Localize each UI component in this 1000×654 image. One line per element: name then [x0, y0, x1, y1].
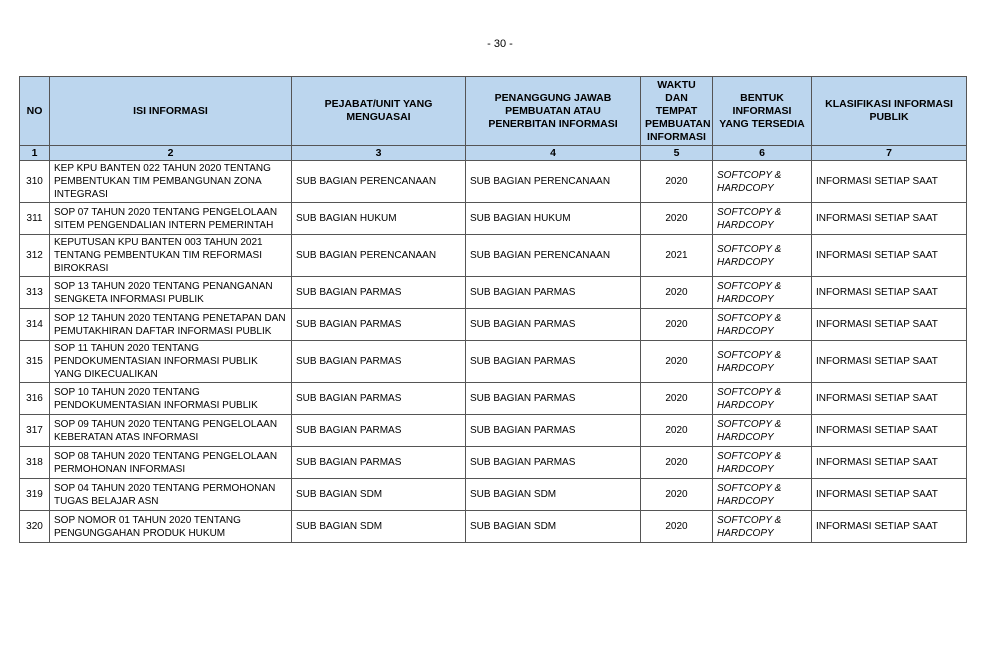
responsible-unit: SUB BAGIAN HUKUM — [292, 203, 466, 235]
classification: INFORMASI SETIAP SAAT — [812, 309, 967, 341]
info-format — [713, 447, 812, 479]
info-description: SOP 07 TAHUN 2020 TENTANG PENGELOLAAN SITEM PENGENDALIAN INTERN PEMERINTAH — [50, 203, 292, 235]
row-number: 318 — [20, 447, 50, 479]
publisher-unit: SUB BAGIAN HUKUM — [466, 203, 641, 235]
table-row — [20, 161, 967, 203]
format-softcopy: SOFTCOPY & — [717, 386, 782, 398]
information-table — [19, 76, 967, 543]
column-header-bentuk-informasi: BENTUK INFORMASI YANG TERSEDIA — [713, 77, 812, 146]
info-description: SOP 13 TAHUN 2020 TENTANG PENANGANAN SENGKETA INFORMASI PUBLIK — [50, 277, 292, 309]
column-number: 7 — [812, 146, 967, 161]
info-format — [713, 511, 812, 543]
classification: INFORMASI SETIAP SAAT — [812, 341, 967, 383]
row-number: 315 — [20, 341, 50, 383]
publisher-unit: SUB BAGIAN PARMAS — [466, 309, 641, 341]
info-format — [713, 383, 812, 415]
year: 2020 — [641, 309, 713, 341]
format-softcopy: SOFTCOPY & — [717, 312, 782, 324]
year: 2020 — [641, 511, 713, 543]
info-format — [713, 203, 812, 235]
format-hardcopy: HARDCOPY — [717, 219, 774, 231]
column-number: 6 — [713, 146, 812, 161]
info-description: SOP 12 TAHUN 2020 TENTANG PENETAPAN DAN PEMUTAKHIRAN DAFTAR INFORMASI PUBLIK — [50, 309, 292, 341]
format-hardcopy: HARDCOPY — [717, 527, 774, 539]
year: 2020 — [641, 341, 713, 383]
format-softcopy: SOFTCOPY & — [717, 280, 782, 292]
row-number: 317 — [20, 415, 50, 447]
info-description: SOP 08 TAHUN 2020 TENTANG PENGELOLAAN PERMOHONAN INFORMASI — [50, 447, 292, 479]
info-description: KEP KPU BANTEN 022 TAHUN 2020 TENTANG PEMBENTUKAN TIM PEMBANGUNAN ZONA INTEGRASI — [50, 161, 292, 203]
responsible-unit: SUB BAGIAN PERENCANAAN — [292, 235, 466, 277]
header-row — [20, 77, 967, 146]
table-row — [20, 203, 967, 235]
publisher-unit: SUB BAGIAN SDM — [466, 479, 641, 511]
column-header-isi-informasi: ISI INFORMASI — [50, 77, 292, 146]
row-number: 320 — [20, 511, 50, 543]
year: 2021 — [641, 235, 713, 277]
row-number: 314 — [20, 309, 50, 341]
responsible-unit: SUB BAGIAN SDM — [292, 511, 466, 543]
classification: INFORMASI SETIAP SAAT — [812, 511, 967, 543]
info-description: SOP 11 TAHUN 2020 TENTANG PENDOKUMENTASIAN INFORMASI PUBLIK YANG DIKECUALIKAN — [50, 341, 292, 383]
info-format — [713, 415, 812, 447]
responsible-unit: SUB BAGIAN PARMAS — [292, 415, 466, 447]
table-row — [20, 415, 967, 447]
classification: INFORMASI SETIAP SAAT — [812, 277, 967, 309]
info-format — [713, 277, 812, 309]
year: 2020 — [641, 277, 713, 309]
page-number: - 30 - — [487, 38, 513, 50]
classification: INFORMASI SETIAP SAAT — [812, 447, 967, 479]
format-softcopy: SOFTCOPY & — [717, 450, 782, 462]
responsible-unit: SUB BAGIAN PERENCANAAN — [292, 161, 466, 203]
column-number: 2 — [50, 146, 292, 161]
table-row — [20, 277, 967, 309]
format-hardcopy: HARDCOPY — [717, 362, 774, 374]
format-softcopy: SOFTCOPY & — [717, 349, 782, 361]
column-header-penanggung-jawab: PENANGGUNG JAWAB PEMBUATAN ATAU PENERBITAN INFORMASI — [466, 77, 641, 146]
row-number: 316 — [20, 383, 50, 415]
classification: INFORMASI SETIAP SAAT — [812, 203, 967, 235]
format-hardcopy: HARDCOPY — [717, 399, 774, 411]
info-format — [713, 309, 812, 341]
format-hardcopy: HARDCOPY — [717, 463, 774, 475]
responsible-unit: SUB BAGIAN PARMAS — [292, 383, 466, 415]
row-number: 319 — [20, 479, 50, 511]
info-description: SOP NOMOR 01 TAHUN 2020 TENTANG PENGUNGGAHAN PRODUK HUKUM — [50, 511, 292, 543]
responsible-unit: SUB BAGIAN PARMAS — [292, 447, 466, 479]
year: 2020 — [641, 383, 713, 415]
year: 2020 — [641, 203, 713, 235]
format-softcopy: SOFTCOPY & — [717, 482, 782, 494]
classification: INFORMASI SETIAP SAAT — [812, 415, 967, 447]
responsible-unit: SUB BAGIAN PARMAS — [292, 309, 466, 341]
column-header-klasifikasi: KLASIFIKASI INFORMASI PUBLIK — [812, 77, 967, 146]
info-format — [713, 235, 812, 277]
year: 2020 — [641, 479, 713, 511]
format-softcopy: SOFTCOPY & — [717, 514, 782, 526]
format-softcopy: SOFTCOPY & — [717, 243, 782, 255]
format-hardcopy: HARDCOPY — [717, 293, 774, 305]
column-number-row — [20, 146, 967, 161]
table-row — [20, 479, 967, 511]
publisher-unit: SUB BAGIAN PERENCANAAN — [466, 235, 641, 277]
year: 2020 — [641, 447, 713, 479]
format-hardcopy: HARDCOPY — [717, 325, 774, 337]
publisher-unit: SUB BAGIAN PARMAS — [466, 415, 641, 447]
format-softcopy: SOFTCOPY & — [717, 206, 782, 218]
format-softcopy: SOFTCOPY & — [717, 169, 782, 181]
table-row — [20, 383, 967, 415]
publisher-unit: SUB BAGIAN PARMAS — [466, 277, 641, 309]
column-header-no: NO — [20, 77, 50, 146]
publisher-unit: SUB BAGIAN PARMAS — [466, 447, 641, 479]
responsible-unit: SUB BAGIAN SDM — [292, 479, 466, 511]
info-description: SOP 10 TAHUN 2020 TENTANG PENDOKUMENTASIAN INFORMASI PUBLIK — [50, 383, 292, 415]
publisher-unit: SUB BAGIAN SDM — [466, 511, 641, 543]
info-format — [713, 341, 812, 383]
column-number: 3 — [292, 146, 466, 161]
publisher-unit: SUB BAGIAN PARMAS — [466, 341, 641, 383]
table-row — [20, 309, 967, 341]
classification: INFORMASI SETIAP SAAT — [812, 161, 967, 203]
responsible-unit: SUB BAGIAN PARMAS — [292, 277, 466, 309]
info-description: SOP 09 TAHUN 2020 TENTANG PENGELOLAAN KEBERATAN ATAS INFORMASI — [50, 415, 292, 447]
format-hardcopy: HARDCOPY — [717, 431, 774, 443]
row-number: 310 — [20, 161, 50, 203]
table-row — [20, 447, 967, 479]
classification: INFORMASI SETIAP SAAT — [812, 479, 967, 511]
year: 2020 — [641, 415, 713, 447]
row-number: 311 — [20, 203, 50, 235]
row-number: 312 — [20, 235, 50, 277]
column-header-waktu-tempat: WAKTU DAN TEMPAT PEMBUATAN INFORMASI — [641, 77, 713, 146]
column-number: 1 — [20, 146, 50, 161]
row-number: 313 — [20, 277, 50, 309]
format-hardcopy: HARDCOPY — [717, 495, 774, 507]
column-number: 5 — [641, 146, 713, 161]
publisher-unit: SUB BAGIAN PARMAS — [466, 383, 641, 415]
info-format — [713, 161, 812, 203]
publisher-unit: SUB BAGIAN PERENCANAAN — [466, 161, 641, 203]
column-header-pejabat-unit: PEJABAT/UNIT YANG MENGUASAI — [292, 77, 466, 146]
responsible-unit: SUB BAGIAN PARMAS — [292, 341, 466, 383]
classification: INFORMASI SETIAP SAAT — [812, 235, 967, 277]
info-description: SOP 04 TAHUN 2020 TENTANG PERMOHONAN TUGAS BELAJAR ASN — [50, 479, 292, 511]
classification: INFORMASI SETIAP SAAT — [812, 383, 967, 415]
table-row — [20, 235, 967, 277]
format-hardcopy: HARDCOPY — [717, 256, 774, 268]
table-body — [20, 161, 967, 543]
format-hardcopy: HARDCOPY — [717, 182, 774, 194]
column-number: 4 — [466, 146, 641, 161]
info-description: KEPUTUSAN KPU BANTEN 003 TAHUN 2021 TENTANG PEMBENTUKAN TIM REFORMASI BIROKRASI — [50, 235, 292, 277]
table-row — [20, 511, 967, 543]
table-row — [20, 341, 967, 383]
info-format — [713, 479, 812, 511]
format-softcopy: SOFTCOPY & — [717, 418, 782, 430]
year: 2020 — [641, 161, 713, 203]
